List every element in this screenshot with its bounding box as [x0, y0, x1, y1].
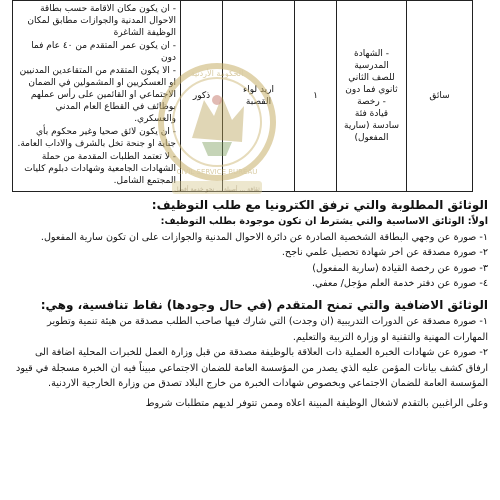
job-title-cell: سائق — [407, 1, 473, 192]
requirement-item: - الا يكون المتقدم من المتقاعدين المدنيين او العسكريين او المشمولين في الضمان الاجتماعي او القائمين على رأس عملهم بوظائف في القطاع العام المدني والعسكري. — [19, 66, 176, 124]
civil-service-seal-watermark — [152, 60, 282, 200]
extra-document-item: ١- صورة مصدقة عن الدورات التدريبية (ان وجدت) التي شارك فيها صاحب الطلب مصدقة من هيئة تنمية وتطوير المهارات المهنية والتقنية او وزارة التربية والتعليم. — [47, 315, 488, 343]
qualification-line: المدرسية — [354, 61, 389, 71]
basic-document-item: ٤- صورة عن دفتر خدمة العلم مؤجل/ معفي. — [311, 278, 488, 290]
closing-paragraph: وعلى الراغبين بالتقدم لاشغال الوظيفة المبينة اعلاه وممن تتوفر لديهم متطلبات شروط — [145, 397, 488, 409]
requirement-item: - لا تعتمد الطلبات المقدمة من حملة الشهادات الجامعية وشهادات دبلوم كليات المجتمع الشامل. — [24, 152, 176, 186]
document-body — [10, 196, 488, 500]
count-cell: ١ — [295, 1, 337, 192]
basic-document-item: ٣- صورة عن رخصة القيادة (سارية المفعول) — [312, 262, 488, 274]
qualification-cell — [337, 1, 407, 192]
qualification-line: سادسة (سارية — [344, 121, 399, 131]
rank-line: اريد لواء — [242, 85, 275, 95]
requirement-item: - ان يكون مكان الاقامة حسب بطاقة الاحوال المدنية والجوازات مطابق لمكان الوظيفة الشاغرة — [27, 4, 176, 38]
basic-documents-intro: اولاً: الوثائق الاساسية والتي يشترط ان تكون موجودة بطلب التوظيف: — [160, 216, 488, 227]
qualification-line: - الشهادة — [354, 49, 389, 59]
qualification-line: - رخصة — [357, 97, 386, 107]
qualification-line: قيادة فئة — [354, 109, 389, 119]
seal-tail-text: ثقافة ... أصيلة ... نحو خدمة أفضل — [174, 186, 260, 193]
qualification-line: ثانوي فما دون — [345, 85, 398, 95]
gender-cell: ذكور — [181, 1, 223, 192]
basic-document-item: ٢- صورة مصدقة عن اخر شهادة تحصيل علمي ناجح. — [281, 247, 488, 259]
seal-bottom-text: CIVIL SERVICE BUREAU — [176, 168, 258, 176]
seal-top-text: الحكومة الأردنية — [190, 69, 244, 78]
qualification-line: المفعول) — [354, 133, 389, 143]
basic-document-item: ١- صورة عن وجهي البطاقة الشخصية الصادرة عن دائرة الاحوال المدنية والجوازات على ان تكون سارية المفعول. — [40, 231, 488, 243]
extra-document-item: ٢- صورة عن شهادات الخبرة العملية ذات العلاقة بالوظيفة مصدقة من قبل وزارة العمل للخبرات المحلية اضافة الى ارفاق كشف بيانات المؤمن عليه الذي يصدر من المؤسسة العامة للضمان الاجتماعي مبيناً فيه ان الخبرة مسجلة في قيود المؤسسة العامة للضمان الاجتماعي وبخصوص شهادات الخبرة من خارج البلاد تصدق من وزارة الخارجية الاردنية. — [16, 347, 488, 390]
extra-documents-heading: الوثائق الاضافية والتي تمنح المتقدم (في حال وجودها) نقاط تنافسية، وهي: — [40, 297, 488, 312]
rank-line: القصبة — [245, 97, 272, 107]
requirement-item: - ان يكون عمر المتقدم من ٤٠ عام فما دون — [31, 41, 176, 63]
requirement-item: - ان يكون لائق صحيا وغير محكوم بأي جناية او جنحة تخل بالشرف والاداب العامة. — [17, 127, 176, 149]
qualification-line: للصف الثاني — [348, 73, 395, 83]
required-documents-heading: الوثائق المطلوبة والتي ترفق الكترونيا مع طلب التوظيف: — [151, 198, 488, 212]
